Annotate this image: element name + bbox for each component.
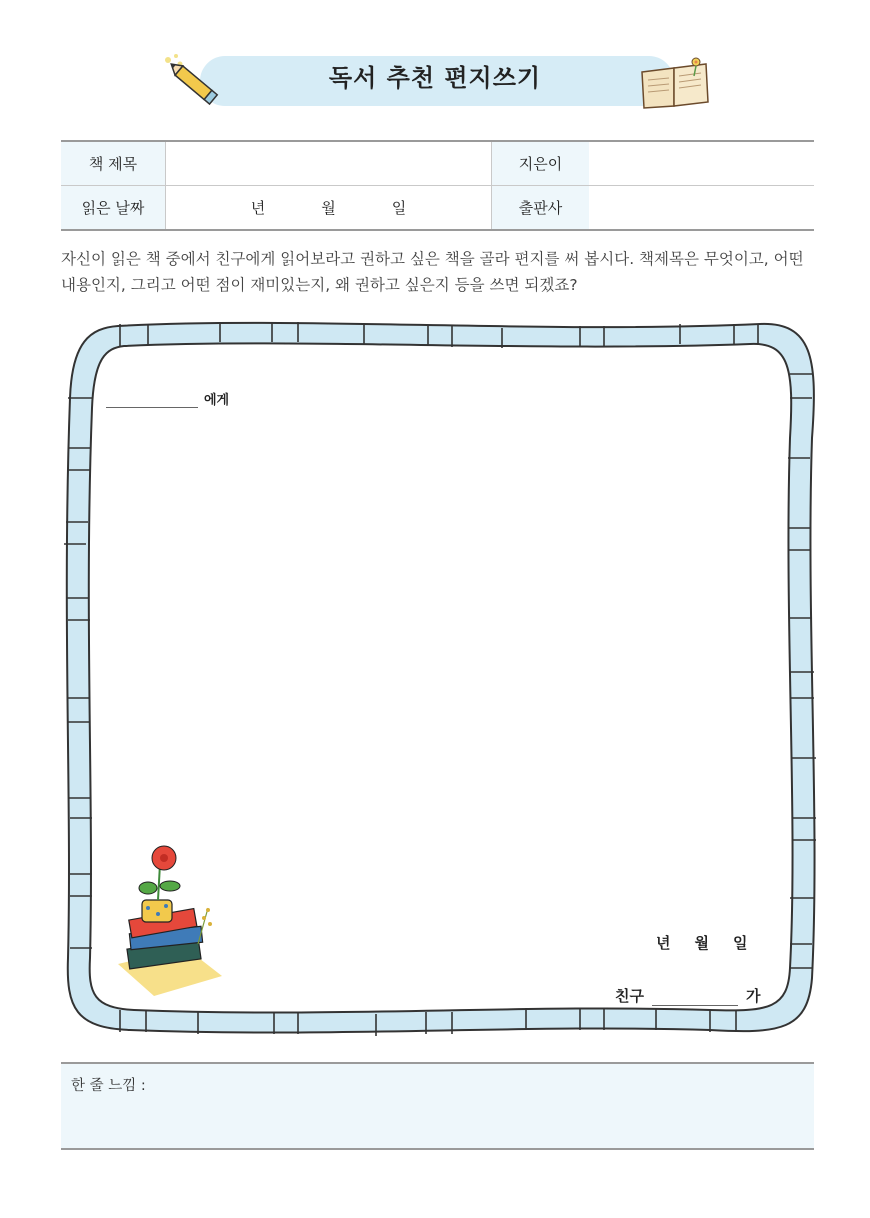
publisher-field[interactable] <box>589 186 814 231</box>
month-label: 월 <box>321 199 336 217</box>
sender-line <box>615 985 760 1006</box>
book-title-label: 책 제목 <box>61 141 166 186</box>
author-label: 지은이 <box>492 141 590 186</box>
letter-year-label: 년 <box>656 934 671 952</box>
day-label: 일 <box>391 199 407 217</box>
recipient-suffix: 에게 <box>204 393 230 408</box>
read-date-field[interactable] <box>166 186 492 231</box>
letter-day-label: 일 <box>733 934 748 952</box>
one-line-feeling-box[interactable] <box>61 1062 814 1150</box>
book-info-table <box>61 140 814 231</box>
read-date-label: 읽은 날짜 <box>61 186 166 231</box>
year-label: 년 <box>250 199 266 217</box>
friend-label: 친구 <box>615 987 644 1005</box>
instruction-text: 자신이 읽은 책 중에서 친구에게 읽어보라고 권하고 싶은 책을 골라 편지를 써 봅시다. 책제목은 무엇이고, 어떤 내용인지, 그리고 어떤 점이 재미있는지, 왜 권하고 싶은지 등을 쓰면 되겠죠? <box>61 250 804 294</box>
page-title: 독서 추천 편지쓰기 <box>328 64 542 92</box>
letter-date <box>656 932 748 953</box>
one-line-feeling-label: 한 줄 느낌 : <box>71 1078 146 1094</box>
sender-blank[interactable] <box>652 989 738 1006</box>
recipient-line <box>106 389 229 408</box>
flower-books-illustration <box>114 844 226 998</box>
author-field[interactable] <box>589 141 814 186</box>
sender-suffix: 가 <box>745 987 761 1005</box>
letter-month-label: 월 <box>694 934 709 952</box>
recipient-blank[interactable] <box>106 393 198 408</box>
publisher-label: 출판사 <box>492 186 590 231</box>
book-title-field[interactable] <box>166 141 492 186</box>
